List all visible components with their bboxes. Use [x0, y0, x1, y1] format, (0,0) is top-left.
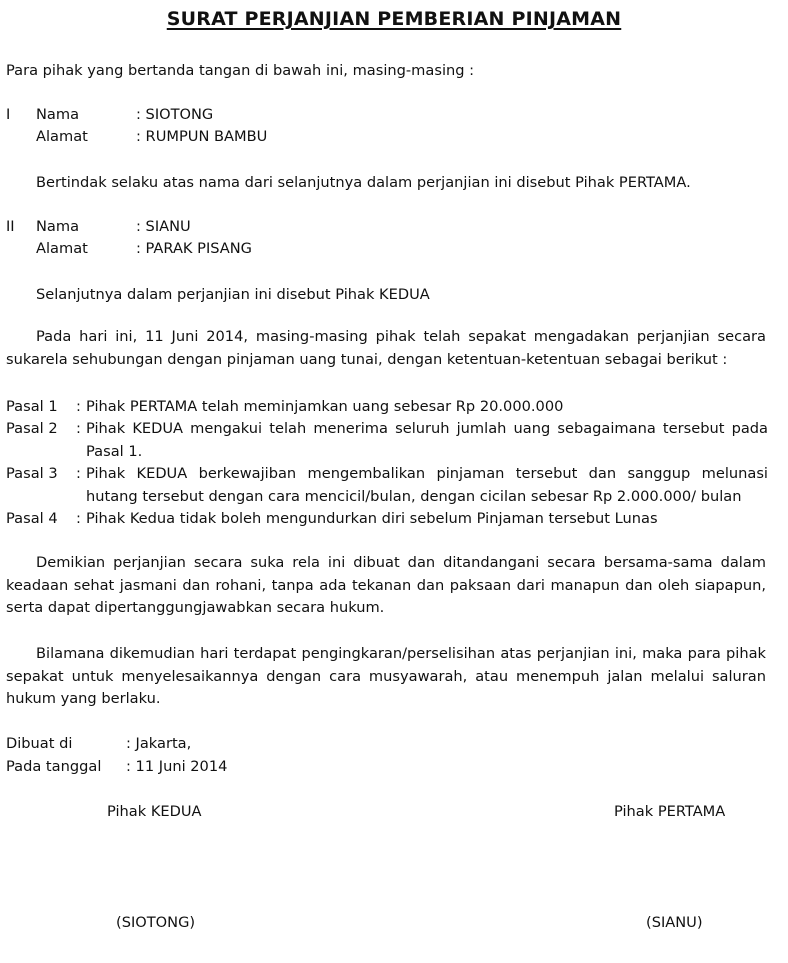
party-first-numeral: I: [6, 106, 11, 123]
pasal-label: Pasal 3: [6, 465, 58, 482]
pasal-text: Pihak KEDUA mengakui telah menerima seluruh jumlah uang sebagaimana tersebut pada Pasal 1.: [86, 420, 768, 460]
signature-left-name: (SIOTONG): [116, 914, 196, 931]
pasal-colon: :: [76, 510, 81, 527]
party-first-name-label: Nama: [36, 106, 80, 123]
party-second-numeral: II: [6, 218, 15, 235]
closing-paragraph-2: Bilamana dikemudian hari terdapat pengingkaran/perselisihan atas perjanjian ini, maka para pihak sepakat untuk menyelesaikannya dengan cara musyawarah, atau menempuh jalan melalui saluran hukum yang berlaku.: [6, 645, 766, 707]
pasal-text: Pihak KEDUA berkewajiban mengembalikan pinjaman tersebut dan sanggup melunasi hutang tersebut dengan cara mencicil/bulan, dengan cicilan sebesar Rp 2.000.000/ bulan: [86, 465, 768, 505]
party-first-address-label: Alamat: [36, 128, 88, 145]
party-first-address-value: : RUMPUN BAMBU: [136, 128, 268, 145]
place-label: Dibuat di: [6, 735, 73, 752]
date-label: Pada tanggal: [6, 758, 102, 775]
party-second-role: Selanjutnya dalam perjanjian ini disebut Pihak KEDUA: [36, 286, 430, 303]
pasal-colon: :: [76, 465, 81, 482]
party-second-address-value: : PARAK PISANG: [136, 240, 252, 257]
closing-paragraph-1: Demikian perjanjian secara suka rela ini dibuat dan ditandangani secara bersama-sama dalam keadaan sehat jasmani dan rohani, tanpa ada tekanan dan paksaan dari manapun dan oleh siapapun, serta dapat dipertanggungjawabkan secara hukum.: [6, 554, 766, 616]
pasal-label: Pasal 2: [6, 420, 58, 437]
pasal-text: Pihak Kedua tidak boleh mengundurkan diri sebelum Pinjaman tersebut Lunas: [86, 510, 658, 527]
party-first-role: Bertindak selaku atas nama dari selanjutnya dalam perjanjian ini disebut Pihak PERTAMA.: [36, 174, 691, 191]
party-first-name-value: : SIOTONG: [136, 106, 214, 123]
pasal-colon: :: [76, 420, 81, 437]
pasal-label: Pasal 1: [6, 398, 58, 415]
signature-right-title: Pihak PERTAMA: [614, 803, 726, 820]
pasal-label: Pasal 4: [6, 510, 58, 527]
party-second-name-value: : SIANU: [136, 218, 191, 235]
agreement-intro: Pada hari ini, 11 Juni 2014, masing-masing pihak telah sepakat mengadakan perjanjian secara sukarela sehubungan dengan pinjaman uang tunai, dengan ketentuan-ketentuan sebagai berikut :: [6, 328, 766, 368]
date-value: : 11 Juni 2014: [126, 758, 228, 775]
signature-left-title: Pihak KEDUA: [107, 803, 202, 820]
place-value: : Jakarta,: [126, 735, 192, 752]
pasal-text: Pihak PERTAMA telah meminjamkan uang sebesar Rp 20.000.000: [86, 398, 564, 415]
intro-text: Para pihak yang bertanda tangan di bawah ini, masing-masing :: [6, 62, 475, 79]
party-second-address-label: Alamat: [36, 240, 88, 257]
signature-right-name: (SIANU): [646, 914, 703, 931]
party-second-name-label: Nama: [36, 218, 80, 235]
document-title: SURAT PERJANJIAN PEMBERIAN PINJAMAN: [166, 8, 622, 30]
pasal-colon: :: [76, 398, 81, 415]
